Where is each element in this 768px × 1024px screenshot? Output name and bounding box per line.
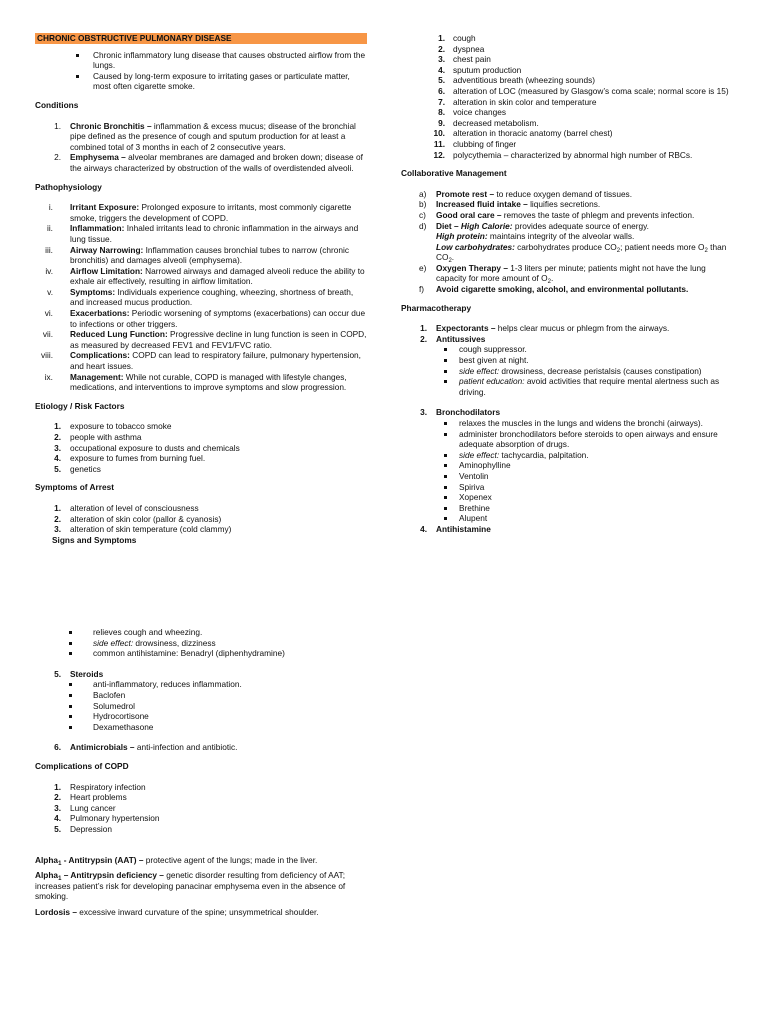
arrest-list bbox=[35, 503, 367, 535]
list-item: 1. exposure to tobacco smoke bbox=[54, 421, 172, 432]
list-item: 8. voice changes bbox=[438, 107, 507, 118]
bullet-item: Alupent bbox=[401, 513, 731, 524]
definition-lordosis: Lordosis – excessive inward curvature of the spine; unsymmetrical shoulder. bbox=[35, 906, 319, 917]
bullet-item: common antihistamine: Benadryl (diphenhydramine) bbox=[35, 648, 367, 659]
list-item: 12. polycythemia – characterized by abnormal high number of RBCs. bbox=[433, 149, 693, 160]
list-item: 10. alteration in thoracic anatomy (barrel chest) bbox=[433, 128, 613, 139]
bullet-item: administer bronchodilators before steroids to open airways and ensure adequate absorption of drugs. bbox=[401, 429, 731, 450]
list-item: High protein: maintains integrity of the alveolar walls. bbox=[436, 231, 635, 242]
list-item: 7. alteration in skin color and temperature bbox=[438, 96, 597, 107]
list-item: 2. people with asthma bbox=[54, 432, 142, 442]
list-item: 3. Bronchodilators bbox=[420, 407, 501, 418]
list-item: Low carbohydrates: carbohydrates produce $CO_2$; patient needs more $O_2$ than $CO_2$. bbox=[436, 241, 727, 265]
list-item: 11. clubbing of finger bbox=[433, 138, 517, 149]
conditions-heading: Conditions bbox=[35, 99, 79, 110]
list-item: 4. exposure to fumes from burning fuel. bbox=[54, 453, 206, 464]
list-item: 4. sputum production bbox=[438, 64, 522, 75]
bullet-item: Aminophylline bbox=[401, 460, 731, 471]
pharma-heading: Pharmacotherapy bbox=[401, 302, 472, 313]
list-item: 3. alteration of skin temperature (cold clammy) bbox=[54, 524, 232, 535]
list-item: 3. occupational exposure to dusts and chemicals bbox=[54, 442, 240, 453]
right-column bbox=[401, 33, 731, 535]
continued-section bbox=[35, 627, 367, 917]
etiology-list bbox=[35, 421, 367, 474]
list-item: 5. Steroids bbox=[54, 668, 104, 679]
list-item: 2. Antitussives bbox=[420, 333, 486, 344]
list-item: 4. Antihistamine bbox=[420, 523, 491, 534]
list-item: v. Symptoms: Individuals experience coughing, wheezing, shortness of breath, and increased mucus production. bbox=[47, 286, 354, 308]
bullet-item: Solumedrol bbox=[35, 701, 367, 712]
intro-item: Caused by long-term exposure to irritating gases or particulate matter, most often cigarette smoke. bbox=[35, 71, 367, 92]
signs-heading: Signs and Symptoms bbox=[52, 534, 137, 545]
bullet-item: Spiriva bbox=[401, 482, 731, 493]
list-item: 2. Emphysema – alveolar membranes are damaged and broken down; disease of the airways characterized by obstruction of the walls of overdistended alveoli. bbox=[54, 152, 363, 173]
bullet-item: Xopenex bbox=[401, 492, 731, 503]
pharma-list bbox=[401, 323, 731, 534]
bullet-item: best given at night. bbox=[401, 355, 731, 366]
intro-list bbox=[35, 50, 367, 92]
complications-heading: Complications of COPD bbox=[35, 760, 129, 771]
bullet-item: Baclofen bbox=[35, 690, 367, 701]
list-item: 6. alteration of LOC (measured by Glasgow’s coma scale; normal score is 15) bbox=[438, 85, 729, 96]
list-item: 1. Chronic Bronchitis – inflammation & excess mucus; disease of the bronchial pipe defined as the presence of cough and sputum production for at least a combined total of 3 months in each of 2 consecutive years. bbox=[54, 120, 356, 152]
conditions-list bbox=[35, 121, 367, 174]
list-item: 9. decreased metabolism. bbox=[438, 117, 539, 128]
list-item: 1. alteration of level of consciousness bbox=[54, 502, 199, 513]
bronchodilators-bullets bbox=[401, 418, 731, 524]
list-item: 4. Pulmonary hypertension bbox=[54, 813, 160, 824]
complications-list bbox=[35, 782, 367, 835]
list-item: 5. adventitious breath (wheezing sounds) bbox=[438, 75, 596, 86]
list-item: 1. cough bbox=[438, 33, 476, 43]
collab-heading: Collaborative Management bbox=[401, 168, 507, 179]
document-title: CHRONIC OBSTRUCTIVE PULMONARY DISEASE bbox=[35, 33, 367, 44]
list-item: b) Increased fluid intake – liquifies secretions. bbox=[419, 199, 601, 210]
list-item: a) Promote rest – to reduce oxygen demand of tissues. bbox=[419, 188, 633, 199]
bullet-item: Dexamethasone bbox=[35, 722, 367, 733]
list-item: 3. chest pain bbox=[438, 54, 491, 65]
arrest-heading: Symptoms of Arrest bbox=[35, 482, 114, 493]
definition-aat-deficiency: Alpha$_1$ – Antitrypsin deficiency – genetic disorder resulting from deficiency of AAT; increases patient’s risk for developing panacinar emphysema even in the absence of smoking. bbox=[35, 870, 346, 902]
bullet-item: Ventolin bbox=[401, 471, 731, 482]
list-item: i. Irritant Exposure: Prolonged exposure to irritants, most commonly cigarette smoke, triggers the development of COPD. bbox=[48, 202, 352, 223]
list-item: ii. Inflammation: Inhaled irritants lead to chronic inflammation in the airways and lung tissue. bbox=[47, 223, 359, 244]
list-item: 2. alteration of skin color (pallor & cyanosis) bbox=[54, 513, 222, 524]
bullet-item: side effect: drowsiness, dizziness bbox=[35, 638, 367, 649]
list-item: d) Diet – High Calorie: provides adequate source of energy. bbox=[419, 220, 649, 231]
antitussives-bullets bbox=[401, 344, 731, 397]
intro-item: Chronic inflammatory lung disease that causes obstructed airflow from the lungs. bbox=[35, 50, 367, 71]
list-item: 2. dyspnea bbox=[438, 43, 485, 54]
pathophysiology-heading: Pathophysiology bbox=[35, 181, 102, 192]
list-item: 1. Respiratory infection bbox=[54, 781, 146, 792]
left-column bbox=[35, 33, 367, 545]
list-item: e) Oxygen Therapy – 1-3 liters per minute; patients might not have the lung capacity for more amount of $O_2$. bbox=[419, 262, 706, 286]
signs-list bbox=[401, 33, 731, 160]
list-item: vi. Exacerbations: Periodic worsening of symptoms (exacerbations) can occur due to infections or other triggers. bbox=[44, 308, 366, 329]
bullet-item: cough suppressor. bbox=[401, 344, 731, 355]
list-item: 3. Lung cancer bbox=[54, 802, 116, 813]
bullet-item: side effect: drowsiness, decrease peristalsis (causes constipation) bbox=[401, 366, 731, 377]
list-item: iv. Airflow Limitation: Narrowed airways and damaged alveoli reduce the ability to exhale air effectively, resulting in airflow limitation. bbox=[45, 265, 365, 287]
collab-list bbox=[401, 189, 731, 295]
list-item: c) Good oral care – removes the taste of phlegm and prevents infection. bbox=[419, 209, 695, 220]
list-item: 6. Antimicrobials – anti-infection and antibiotic. bbox=[54, 742, 238, 753]
etiology-heading: Etiology / Risk Factors bbox=[35, 400, 125, 411]
definition-aat: Alpha$_1$ - Antitrypsin (AAT) – protective agent of the lungs; made in the liver. bbox=[35, 854, 318, 867]
bullet-item: anti-inflammatory, reduces inflammation. bbox=[35, 679, 367, 690]
list-item: vii. Reduced Lung Function: Progressive decline in lung function is seen in COPD, as measured by decreased FEV1 and FEV1/FVC ratio. bbox=[42, 329, 367, 350]
list-item: iii. Airway Narrowing: Inflammation causes bronchial tubes to narrow (chronic bronchitis) and damages alveoli (emphysema). bbox=[45, 244, 349, 266]
list-item: f) Avoid cigarette smoking, alcohol, and environmental pollutants. bbox=[419, 284, 689, 295]
list-item: viii. Complications: COPD can lead to respiratory failure, pulmonary hypertension, and heart issues. bbox=[41, 350, 361, 372]
list-item: 1. Expectorants – helps clear mucus or phlegm from the airways. bbox=[420, 323, 670, 334]
bullet-item: patient education: avoid activities that require mental alertness such as driving. bbox=[401, 376, 731, 397]
list-item: 5. Depression bbox=[54, 823, 112, 834]
list-item: ix. Management: While not curable, COPD is managed with lifestyle changes, medications, and interventions to improve symptoms and slow progression. bbox=[44, 371, 347, 393]
bullet-item: relaxes the muscles in the lungs and widens the bronchi (airways). bbox=[401, 418, 731, 429]
bullet-item: side effect: tachycardia, palpitation. bbox=[401, 450, 731, 461]
antihistamine-bullets bbox=[35, 627, 367, 659]
bullet-item: Brethine bbox=[401, 503, 731, 514]
pathophysiology-list bbox=[35, 202, 367, 393]
bullet-item: relieves cough and wheezing. bbox=[35, 627, 367, 638]
list-item: 5. genetics bbox=[54, 463, 101, 474]
bullet-item: Hydrocortisone bbox=[35, 711, 367, 722]
steroids-bullets bbox=[35, 679, 367, 732]
list-item: 2. Heart problems bbox=[54, 792, 127, 803]
